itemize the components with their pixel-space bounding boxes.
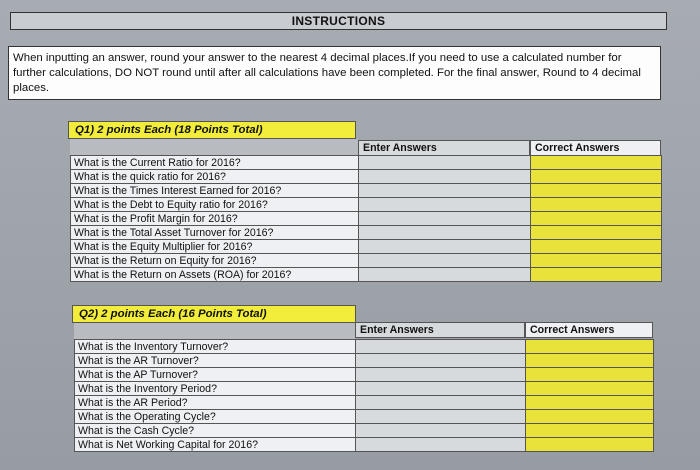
instructions-box <box>8 46 661 100</box>
table-row <box>71 184 662 198</box>
enter-answer-cell[interactable] <box>359 226 531 240</box>
instructions-text: When inputting an answer, round your answer to the nearest 4 decimal places.If you need to use a calculated number for further calculations, DO NOT round until after all calculations have been completed. For the final answer, Round to 4 decimal places. <box>13 52 641 94</box>
correct-answer-cell <box>526 382 654 396</box>
table-row <box>75 354 654 368</box>
enter-answer-cell[interactable] <box>356 340 526 354</box>
enter-answer-cell[interactable] <box>359 184 531 198</box>
enter-answer-cell[interactable] <box>356 438 526 452</box>
correct-answer-cell <box>531 170 662 184</box>
correct-answer-cell <box>531 198 662 212</box>
q2-spacer <box>74 323 355 340</box>
table-row <box>71 170 662 184</box>
q1-table <box>70 155 662 282</box>
table-row <box>75 340 654 354</box>
enter-answer-cell[interactable] <box>356 354 526 368</box>
question-cell: What is the Cash Cycle? <box>75 424 356 438</box>
enter-answer-cell[interactable] <box>359 240 531 254</box>
question-cell: What is the Profit Margin for 2016? <box>71 212 359 226</box>
correct-answer-cell <box>531 184 662 198</box>
q2-enter-answers-label: Enter Answers <box>360 324 434 336</box>
enter-answer-cell[interactable] <box>356 396 526 410</box>
table-row <box>71 198 662 212</box>
enter-answer-cell[interactable] <box>359 268 531 282</box>
enter-answer-cell[interactable] <box>359 212 531 226</box>
q2-enter-answers-header <box>355 322 525 338</box>
question-cell: What is the Current Ratio for 2016? <box>71 156 359 170</box>
table-row <box>75 424 654 438</box>
instructions-title-text: INSTRUCTIONS <box>291 14 386 28</box>
enter-answer-cell[interactable] <box>359 254 531 268</box>
question-cell: What is the Inventory Turnover? <box>75 340 356 354</box>
q1-enter-answers-label: Enter Answers <box>363 142 437 154</box>
correct-answer-cell <box>526 368 654 382</box>
question-cell: What is the Equity Multiplier for 2016? <box>71 240 359 254</box>
instructions-title <box>10 12 667 30</box>
question-cell: What is the Return on Equity for 2016? <box>71 254 359 268</box>
question-cell: What is the AP Turnover? <box>75 368 356 382</box>
question-cell: What is the Return on Assets (ROA) for 2016? <box>71 268 359 282</box>
q1-title: Q1) 2 points Each (18 Points Total) <box>75 124 263 136</box>
question-cell: What is the AR Turnover? <box>75 354 356 368</box>
table-row <box>71 268 662 282</box>
table-row <box>75 438 654 452</box>
question-cell: What is the Total Asset Turnover for 2016? <box>71 226 359 240</box>
enter-answer-cell[interactable] <box>356 382 526 396</box>
correct-answer-cell <box>526 424 654 438</box>
enter-answer-cell[interactable] <box>356 368 526 382</box>
correct-answer-cell <box>526 354 654 368</box>
question-cell: What is the Operating Cycle? <box>75 410 356 424</box>
q2-header <box>72 305 356 323</box>
table-row <box>71 254 662 268</box>
q1-spacer <box>70 139 358 155</box>
table-row <box>71 240 662 254</box>
table-row <box>75 368 654 382</box>
q2-correct-answers-header <box>525 322 653 338</box>
correct-answer-cell <box>531 156 662 170</box>
correct-answer-cell <box>531 254 662 268</box>
q1-header <box>68 121 356 139</box>
question-cell: What is the quick ratio for 2016? <box>71 170 359 184</box>
question-cell: What is the Times Interest Earned for 2016? <box>71 184 359 198</box>
q1-correct-answers-label: Correct Answers <box>535 142 620 154</box>
correct-answer-cell <box>526 438 654 452</box>
q1-correct-answers-header <box>530 140 661 156</box>
table-row <box>75 382 654 396</box>
table-row <box>71 212 662 226</box>
enter-answer-cell[interactable] <box>356 410 526 424</box>
question-cell: What is Net Working Capital for 2016? <box>75 438 356 452</box>
enter-answer-cell[interactable] <box>356 424 526 438</box>
correct-answer-cell <box>526 410 654 424</box>
enter-answer-cell[interactable] <box>359 156 531 170</box>
q1-enter-answers-header <box>358 140 530 156</box>
correct-answer-cell <box>531 240 662 254</box>
correct-answer-cell <box>526 396 654 410</box>
q2-title: Q2) 2 points Each (16 Points Total) <box>79 308 267 320</box>
enter-answer-cell[interactable] <box>359 198 531 212</box>
q2-correct-answers-label: Correct Answers <box>530 324 615 336</box>
table-row <box>75 410 654 424</box>
table-row <box>71 156 662 170</box>
correct-answer-cell <box>531 268 662 282</box>
question-cell: What is the Inventory Period? <box>75 382 356 396</box>
question-cell: What is the AR Period? <box>75 396 356 410</box>
question-cell: What is the Debt to Equity ratio for 2016? <box>71 198 359 212</box>
table-row <box>71 226 662 240</box>
correct-answer-cell <box>531 226 662 240</box>
correct-answer-cell <box>526 340 654 354</box>
enter-answer-cell[interactable] <box>359 170 531 184</box>
q2-table <box>74 339 654 452</box>
table-row <box>75 396 654 410</box>
correct-answer-cell <box>531 212 662 226</box>
